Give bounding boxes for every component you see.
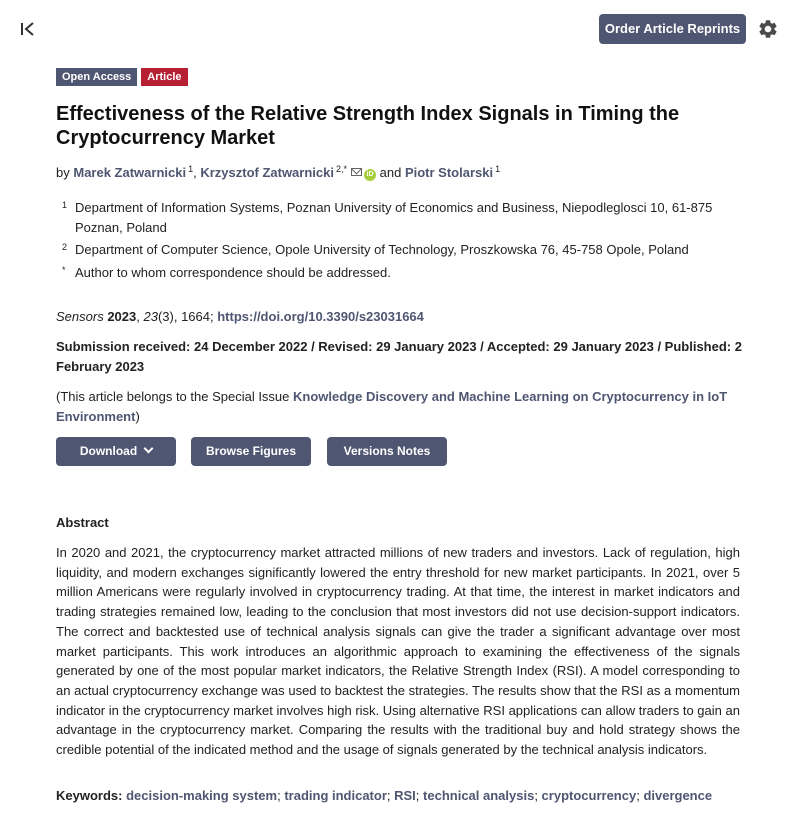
- author-link-2[interactable]: Krzysztof Zatwarnicki: [200, 165, 334, 180]
- affiliation-text: Department of Information Systems, Poznan University of Economics and Business, Niepodleglosci 10, 61-875 Poznan, Poland: [75, 200, 713, 235]
- journal-name[interactable]: Sensors: [56, 309, 104, 324]
- and-label: and: [379, 165, 402, 180]
- browse-figures-button[interactable]: Browse Figures: [191, 437, 311, 466]
- keyword-link[interactable]: trading indicator: [284, 788, 387, 803]
- article-title: Effectiveness of the Relative Strength Index Signals in Timing the Cryptocurrency Market: [56, 103, 680, 149]
- special-issue-link[interactable]: Knowledge Discovery and Machine Learning on Cryptocurrency in IoT Environment: [56, 389, 728, 424]
- affiliation-correspondence: [62, 263, 742, 283]
- author-sup-1: 1: [188, 164, 194, 174]
- citation-year: 2023: [107, 309, 137, 324]
- publication-dates: Submission received: 24 December 2022 / Revised: 29 January 2023 / Accepted: 29 January 2023 / Published: 2 February 2023: [56, 339, 742, 374]
- citation-issue-pages: (3), 1664;: [157, 309, 214, 324]
- author-list: by Marek Zatwarnicki $^1$, Krzysztof Zatwarnicki $^{2,*}$iD and Piotr Stolarski $^1$: [56, 164, 501, 180]
- author-sup-3: 1: [495, 164, 501, 174]
- versions-notes-button[interactable]: Versions Notes: [327, 437, 447, 466]
- keyword-link[interactable]: RSI: [394, 788, 416, 803]
- article-type-badge: Article: [141, 68, 187, 86]
- keyword-link[interactable]: technical analysis: [423, 788, 535, 803]
- article-badges: [56, 68, 188, 86]
- author-sup-2: 2,*: [335, 164, 347, 174]
- affiliation-text: Author to whom correspondence should be addressed.: [75, 265, 391, 280]
- citation-line: Sensors 2023, 23(3), 1664; https://doi.org/10.3390/s23031664: [56, 309, 424, 324]
- collapse-left-icon[interactable]: [19, 20, 37, 38]
- email-icon[interactable]: [351, 168, 362, 176]
- abstract-text: In 2020 and 2021, the cryptocurrency market attracted millions of new traders and investors. Lack of regulation, high liquidity, and modern exchanges significantly lowered the entry threshold for new market participants. In 2021, over 5 million Americans were regularly involved in cryptocurrency trading. At that time, the interest in market indicators and trading strategies remained low, leading to the conclusion that most investors did not use decision-support indicators. The correct and backtested use of technical analysis signals can give the trader a significant advantage over most market participants. This work introduces an algorithmic approach to examining the effectiveness of the signals generated by one of the most popular market indicators, the Relative Strength Index (RSI). A model corresponding to an actual cryptocurrency exchange was used to backtest the strategies. The results show that the RSI as a momentum indicator in the cryptocurrency market involves high risk. Using alternative RSI applications can allow traders to gain an advantage in the cryptocurrency market. Comparing the results with the traditional buy and hold strategy shows the credible potential of the indicated method and the usage of signals generated by the technical analysis indicators.: [56, 545, 740, 758]
- orcid-icon[interactable]: iD: [364, 169, 376, 181]
- chevron-down-icon: [144, 444, 154, 454]
- affiliation-mark: *: [62, 265, 66, 275]
- gear-icon[interactable]: [757, 18, 779, 40]
- affiliation-1: [62, 198, 742, 238]
- affiliation-2: [62, 240, 742, 260]
- affiliation-text: Department of Computer Science, Opole University of Technology, Proszkowska 76, 45-758 Opole, Poland: [75, 242, 689, 257]
- abstract-heading: Abstract: [56, 515, 109, 530]
- keyword-link[interactable]: divergence: [643, 788, 713, 803]
- doi-link[interactable]: https://doi.org/10.3390/s23031664: [217, 309, 424, 324]
- keywords-line: Keywords: decision-making system; trading indicator; RSI; technical analysis; cryptocurrency; divergence: [56, 788, 713, 803]
- by-label: by: [56, 165, 70, 180]
- keyword-link[interactable]: decision-making system: [126, 788, 278, 803]
- download-button[interactable]: [56, 437, 176, 466]
- special-issue-prefix: (This article belongs to the Special Issue: [56, 389, 294, 404]
- open-access-badge[interactable]: Open Access: [56, 68, 137, 86]
- download-label: Download: [79, 444, 138, 458]
- author-link-3[interactable]: Piotr Stolarski: [404, 165, 494, 180]
- citation-volume: 23: [143, 309, 158, 324]
- order-reprints-button[interactable]: Order Article Reprints: [599, 14, 746, 44]
- special-issue-suffix: ): [135, 409, 140, 424]
- keyword-link[interactable]: cryptocurrency: [541, 788, 637, 803]
- author-link-1[interactable]: Marek Zatwarnicki: [73, 165, 187, 180]
- affiliation-mark: 2: [62, 242, 68, 252]
- keywords-label: Keywords:: [56, 788, 123, 803]
- special-issue-note: [56, 387, 746, 427]
- affiliation-mark: 1: [62, 200, 68, 210]
